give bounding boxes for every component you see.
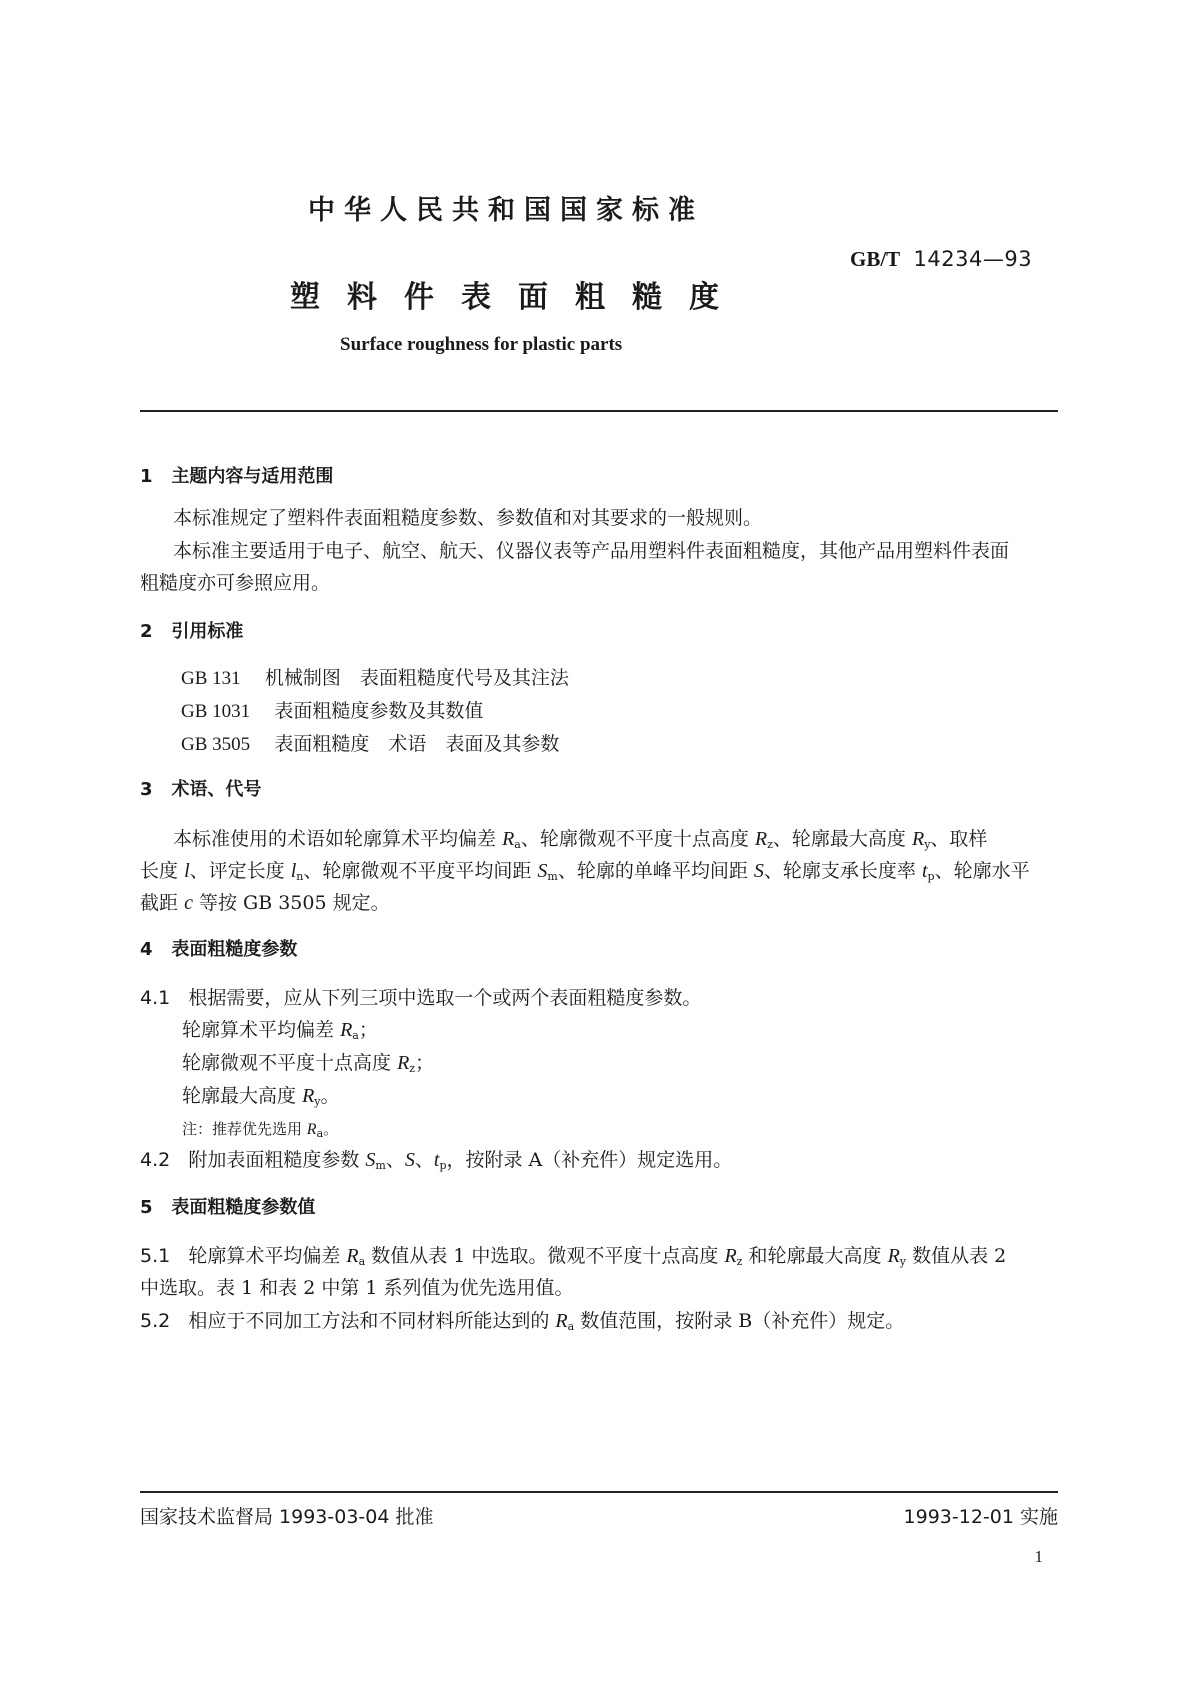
reference-name: 机械制图 表面粗糙度代号及其注法 (264, 667, 569, 689)
standard-number (850, 247, 1032, 272)
implementation-date: 1993-12-01 实施 (903, 1506, 1058, 1528)
parameter-item-rz: 轮廓微观不平度十点高度 $R_z$； (182, 1052, 435, 1075)
section-1-heading: 1 主题内容与适用范围 (140, 466, 334, 487)
section-3-line-2: 长度 l、评定长度 $l_n$、轮廓微观不平度平均间距 $S_m$、轮廓的单峰平均间距 S、轮廓支承长度率 $t_p$、轮廓水平 (140, 860, 1030, 883)
reference-name: 表面粗糙度参数及其数值 (274, 700, 484, 722)
reference-code: GB 131 (181, 668, 241, 689)
standard-code: 14234—93 (913, 247, 1033, 271)
clause-number: 4.1 (140, 987, 171, 1009)
reference-code: GB 3505 (181, 734, 251, 755)
national-standard-heading: 中华人民共和国国家标准 (308, 195, 704, 226)
clause-4-2: 4.2 附加表面粗糙度参数 $S_m$、S、$t_p$，按附录 A（补充件）规定选用。 (140, 1149, 733, 1172)
parameter-item-ra: 轮廓算术平均偏差 $R_a$； (182, 1019, 378, 1042)
clause-5-2: 5.2 相应于不同加工方法和不同材料所能达到的 $R_a$ 数值范围，按附录 B（补充件）规定。 (140, 1310, 905, 1333)
section-1-para-2-line-1: 本标准主要适用于电子、航空、航天、仪器仪表等产品用塑料件表面粗糙度，其他产品用塑料件表面 (173, 540, 1010, 562)
approval-info: 国家技术监督局 1993-03-04 批准 (140, 1506, 434, 1528)
document-title-cn: 塑料件表面粗糙度 (290, 280, 746, 315)
clause-5-1-line-1: 5.1 轮廓算术平均偏差 $R_a$ 数值从表 1 中选取。微观不平度十点高度 $R_z$ 和轮廓最大高度 $R_y$ 数值从表 2 (140, 1245, 1007, 1268)
section-3-line-1: 本标准使用的术语如轮廓算术平均偏差 $R_a$、轮廓微观不平度十点高度 $R_z$、轮廓最大高度 $R_y$、取样 (173, 828, 988, 851)
reference-item (181, 696, 483, 723)
section-4-heading: 4 表面粗糙度参数 (140, 939, 298, 960)
header-divider (140, 410, 1058, 412)
standard-prefix: GB/T (850, 247, 901, 271)
section-5-heading: 5 表面粗糙度参数值 (140, 1197, 316, 1218)
section-2-heading: 2 引用标准 (140, 621, 244, 642)
section-3-heading: 3 术语、代号 (140, 779, 262, 800)
reference-item (181, 663, 569, 690)
footer-divider (140, 1491, 1058, 1493)
page-number: 1 (1034, 1547, 1043, 1566)
reference-item (181, 729, 559, 756)
clause-number: 4.2 (140, 1149, 171, 1171)
clause-number: 5.2 (140, 1310, 171, 1332)
reference-code: GB 1031 (181, 701, 251, 722)
clause-4-1: 4.1 根据需要，应从下列三项中选取一个或两个表面粗糙度参数。 (140, 987, 702, 1009)
parameter-item-ry: 轮廓最大高度 $R_y$。 (182, 1085, 340, 1108)
clause-number: 5.1 (140, 1245, 171, 1267)
section-1-para-1: 本标准规定了塑料件表面粗糙度参数、参数值和对其要求的一般规则。 (173, 507, 763, 529)
reference-name: 表面粗糙度 术语 表面及其参数 (274, 733, 560, 755)
document-title-en: Surface roughness for plastic parts (340, 334, 623, 355)
note: 注：推荐优先选用 $R_a$。 (182, 1120, 339, 1140)
section-1-para-2-line-2: 粗糙度亦可参照应用。 (140, 572, 331, 594)
section-3-line-3: 截距 c 等按 GB 3505 规定。 (140, 892, 390, 914)
clause-5-1-line-2: 中选取。表 1 和表 2 中第 1 系列值为优先选用值。 (140, 1277, 574, 1299)
